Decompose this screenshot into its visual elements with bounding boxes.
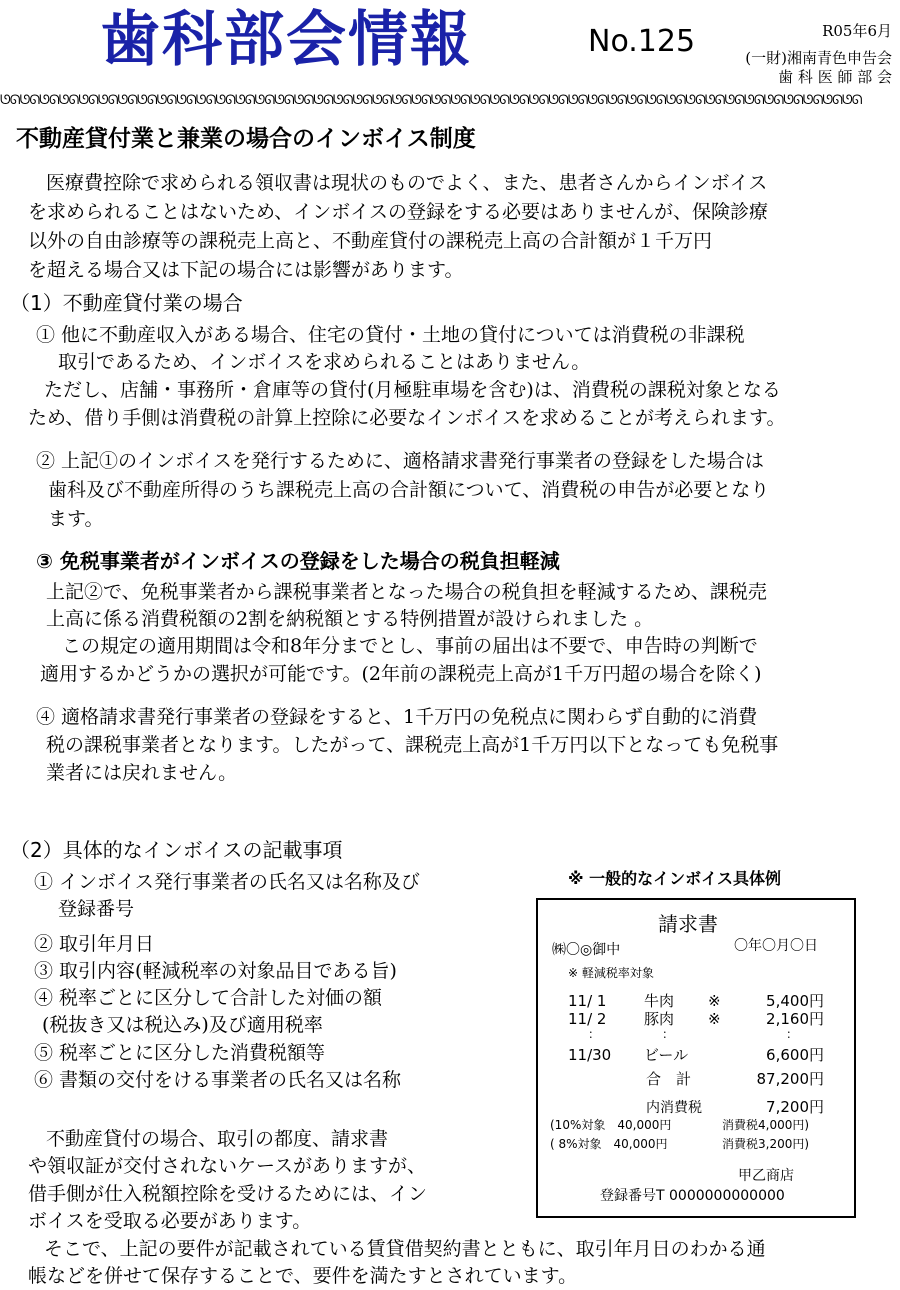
rate-8-line: ( 8%対象 40,000円 [550,1137,668,1151]
item-1-line: 取引であるため、インボイスを求められることはありません。 [58,351,591,373]
item-2-line: ② 上記①のインボイスを発行するために、適格請求書発行事業者の登録をした場合は [36,450,764,472]
intro-line: 医療費控除で求められる領収書は現状のものでよく、また、患者さんからインボイス [46,172,768,194]
invoice-date: 〇年〇月〇日 [734,938,818,954]
organization-name: (一財)湘南青色申告会 [745,49,892,67]
row-item: 牛肉 [644,992,675,1010]
row-mark: ※ [708,1010,721,1028]
continuation-dots: ： [662,1027,675,1041]
intro-line: を求められることはないため、インボイスの登録をする必要はありませんが、保険診療 [28,201,769,223]
closing-line: 不動産貸付の場合、取引の都度、請求書 [46,1128,389,1150]
closing-line: や領収証が交付されないケースがありますが、 [28,1155,427,1177]
requirement-item: ③ 取引内容(軽減税率の対象品目である旨) [34,960,397,982]
item-1-line: ため、借り手側は消費税の計算上控除に必要なインボイスを求めることが考えられます。 [28,407,786,429]
item-4-line: 業者には戻れません。 [46,762,238,784]
requirement-item: 登録番号 [58,898,135,920]
section-2-title: （2）具体的なインボイスの記載事項 [10,838,343,862]
continuation-dots: ： [786,1027,799,1041]
row-mark: ※ [708,992,721,1010]
rate-10-line: (10%対象 40,000円 [550,1118,672,1132]
total-label: 合 計 [646,1070,692,1088]
item-3-title: ③ 免税事業者がインボイスの登録をした場合の税負担軽減 [36,549,560,573]
item-3-line: 上記②で、免税事業者から課税事業者となった場合の税負担を軽減するため、課税売 [46,581,767,603]
closing-line: 帳などを併せて保存することで、要件を満たすとされています。 [28,1265,578,1287]
closing-line: そこで、上記の要件が記載されている賃貸借契約書とともに、取引年月日のわかる通 [44,1238,766,1260]
item-4-line: 税の課税事業者となります。したがって、課税売上高が1千万円以下となっても免税事 [46,734,779,756]
article-heading: 不動産貸付業と兼業の場合のインボイス制度 [16,126,476,152]
rate-10-tax: 消費税4,000円) [722,1118,810,1132]
item-1-line: ① 他に不動産収入がある場合、住宅の貸付・土地の貸付については消費税の非課税 [36,324,745,346]
item-3-line: 適用するかどうかの選択が可能です。(2年前の課税売上高が1千万円超の場合を除く) [40,663,762,685]
row-date: 11/30 [568,1046,612,1064]
issuer-name: 甲乙商店 [738,1168,794,1184]
section-1-title: （1）不動産貸付業の場合 [10,291,243,315]
invoice-example-caption: ※ 一般的なインボイス具体例 [568,869,781,888]
tax-label: 内消費税 [646,1100,702,1116]
item-3-line: この規定の適用期間は令和8年分までとし、事前の届出は不要で、申告時の判断で [62,635,758,657]
row-item: 豚肉 [644,1010,675,1028]
intro-line: 以外の自由診療等の課税売上高と、不動産貸付の課税売上高の合計額が１千万円 [28,230,713,252]
registration-number: 登録番号T 0000000000000 [600,1188,785,1204]
reduced-rate-note: ※ 軽減税率対象 [568,966,654,980]
department-name: 歯 科 医 師 部 会 [778,68,892,86]
item-1-line: ただし、店舗・事務所・倉庫等の貸付(月極駐車場を含む)は、消費税の課税対象となる [44,379,781,401]
row-amount: 2,160円 [766,1010,824,1028]
row-date: 11/ 1 [568,992,607,1010]
closing-line: ボイスを受取る必要があります。 [28,1210,312,1232]
requirement-item: ④ 税率ごとに区分して合計した対価の額 [34,987,383,1009]
requirement-item: ⑤ 税率ごとに区分した消費税額等 [34,1042,326,1064]
closing-line: 借手側が仕入税額控除を受けるためには、イン [28,1183,428,1205]
item-4-line: ④ 適格請求書発行事業者の登録をすると、1千万円の免税点に関わらず自動的に消費 [36,706,758,728]
row-amount: 6,600円 [766,1046,824,1064]
item-3-line: 上高に係る消費税額の2割を納税額とする特例措置が設けられました 。 [46,608,654,630]
issue-date: R05年6月 [822,22,892,40]
item-2-line: 歯科及び不動産所得のうち課税売上高の合計額について、消費税の申告が必要となり [48,479,770,501]
issue-number: No.125 [588,24,696,59]
invoice-title: 請求書 [658,912,718,936]
requirement-item: ⑥ 書類の交付をける事業者の氏名又は名称 [34,1069,402,1091]
ornament-border: ᘎᘏᘎᘏᘎᘏᘎᘏᘎᘏᘎᘏᘎᘏᘎᘏᘎᘏᘎᘏᘎᘏᘎᘏᘎᘏᘎᘏᘎᘏᘎᘏᘎᘏᘎᘏᘎᘏᘎᘏᘎᘏᘎᘏᘎᘏᘎᘏᘎᘏᘎᘏᘎᘏᘎᘏᘎᘏᘎᘏᘎᘏᘎᘏᘎᘏᘎᘏᘎᘏᘎᘏᘎᘏᘎᘏᘎᘏᘎᘏᘎᘏᘎᘏᘎᘏᘎᘏ [0,94,862,108]
requirement-item: ① インボイス発行事業者の氏名又は名称及び [34,871,420,893]
intro-line: を超える場合又は下記の場合には影響があります。 [28,259,464,281]
item-2-line: ます。 [48,508,104,530]
row-date: 11/ 2 [568,1010,607,1028]
newsletter-title: 歯科部会情報 [100,5,472,75]
invoice-addressee: ㈱〇◎御中 [552,942,621,958]
total-amount: 87,200円 [756,1070,824,1088]
requirement-item: ② 取引年月日 [34,933,155,955]
row-amount: 5,400円 [766,992,824,1010]
row-item: ビール [644,1046,689,1064]
rate-8-tax: 消費税3,200円) [722,1137,810,1151]
tax-amount: 7,200円 [766,1098,824,1116]
requirement-item: (税抜き又は税込み)及び適用税率 [42,1014,323,1036]
invoice-example-box [536,898,856,1218]
continuation-dots: ： [588,1027,601,1041]
